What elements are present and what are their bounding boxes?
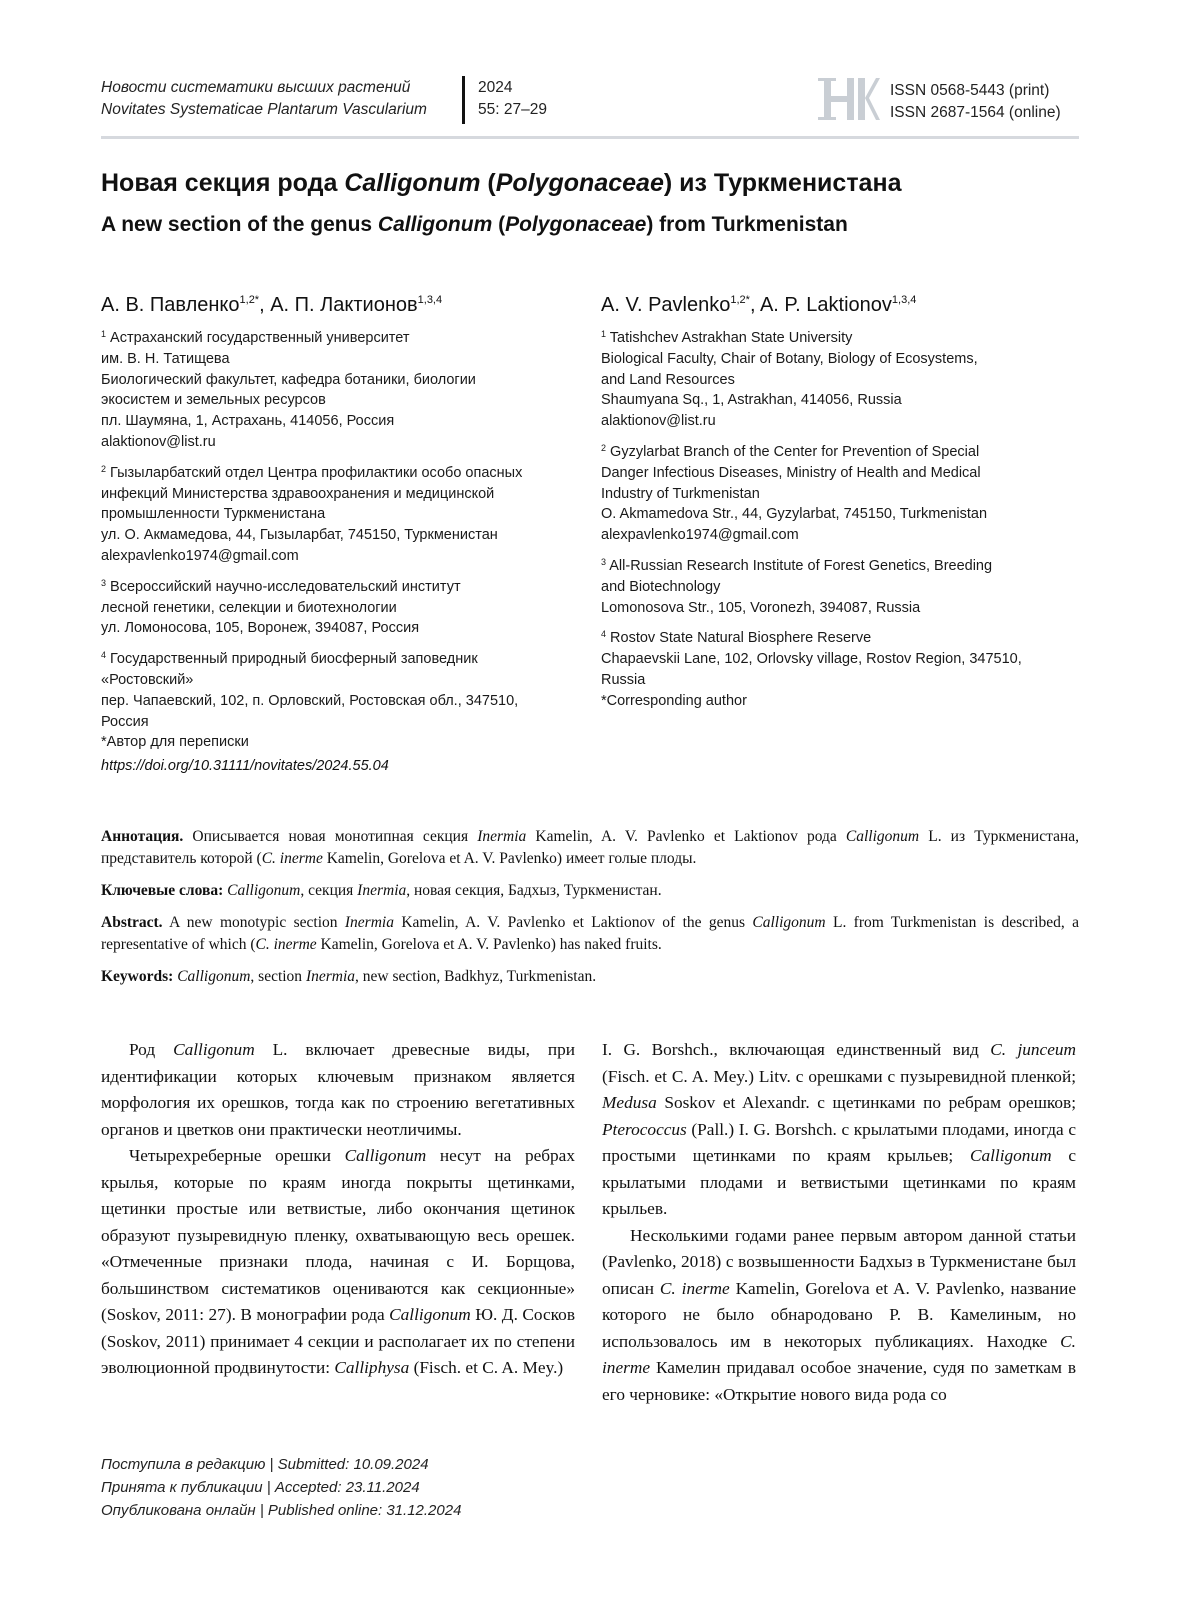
keywords-ru: Ключевые слова: Calligonum, секция Inermia, новая секция, Бадхыз, Туркменистан. [101, 882, 662, 899]
header-divider [462, 76, 465, 124]
affiliation-block: $^1$ Астраханский государственный университет им. В. Н. Татищева Биологический факультет, кафедра ботаники, биологии экосистем и земельных ресурсов пл. Шаумяна, 1, Астрахань, 414056, Россия alaktionov@list.ru [101, 324, 581, 453]
body-column-left [101, 1037, 575, 1382]
issn-block [890, 80, 1080, 124]
affiliation-block: $^4$ Rostov State Natural Biosphere Reserve Chapaevskii Lane, 102, Orlovsky village, Rostov Region, 347510, Russia *Corresponding author [601, 624, 1081, 711]
doi-link[interactable]: https://doi.org/10.31111/novitates/2024.55.04 [101, 758, 389, 774]
affiliation-block: $^3$ All-Russian Research Institute of Forest Genetics, Breeding and Biotechnology Lomonosova Str., 105, Voronezh, 394087, Russia [601, 556, 993, 616]
title-en: A new section of the genus Calligonum (Polygonaceae) from Turkmenistan [101, 213, 848, 236]
journal-name [101, 77, 451, 121]
issue-year: 2024 [478, 79, 513, 96]
keywords-en: Keywords: Calligonum, section Inermia, new section, Badkhyz, Turkmenistan. [101, 968, 597, 985]
email-link[interactable]: alaktionov@list.ru [601, 413, 716, 430]
email-link[interactable]: alexpavlenko1974@gmail.com [601, 527, 799, 544]
issue-info [478, 77, 547, 121]
body-paragraph: I. G. Borshch., включающая единственный вид C. junceum (Fisch. et C. A. Mey.) Litv. с орешками с пузыревидной пленкой; Medusa Soskov et Alexandr. с щетинками по ребрам орешков; Pterococcus (Pall.) I. G. Borshch. с крылатыми плодами, иногда с простыми щетинками по краям крыльев; Calligonum с крылатыми плодами и ветвистыми щетинками по краям крыльев. [602, 1040, 1076, 1218]
body-paragraph: Четырехреберные орешки Calligonum несут на ребрах крылья, которые по краям иногда покрыты щетинками, щетинки простые или ветвистые, либо окончания щетинок образуют пузыревидную пленку, охватывающую весь орешек. «Отмеченные признаки плода, начиная с И. Борщова, большинством систематиков оцениваются как секционные» (Soskov, 2011: 27). В монографии рода Calligonum Ю. Д. Сосков (Soskov, 2011) принимает 4 секции и располагает их по степени эволюционной продвинутости: Calliphysa (Fisch. et C. A. Mey.) [101, 1146, 575, 1377]
email-link[interactable]: alaktionov@list.ru [101, 433, 216, 450]
authors-en: A. V. Pavlenko$^{1,2*}$, A. P. Laktionov$^{1,3,4}$ [601, 294, 917, 316]
affiliation-block: $^1$ Tatishchev Astrakhan State University Biological Faculty, Chair of Botany, Biology of Ecosystems, and Land Resources Shaumyana Sq., 1, Astrakhan, 414056, Russia alaktionov@list.ru [601, 324, 1081, 432]
issn-online: ISSN 2687-1564 (online) [890, 104, 1061, 121]
affiliations-en [601, 324, 1081, 712]
journal-name-en: Novitates Systematicae Plantarum Vascularium [101, 101, 427, 118]
body-paragraph: Несколькими годами ранее первым автором данной статьи (Pavlenko, 2018) с возвышенности Бадхыз в Туркменистане был описан C. inerme Kamelin, Gorelova et A. V. Pavlenko, название которого не было обнародовано Р. В. Камелиным, но использовалось им в некоторых публикациях. Находке C. inerme Камелин придавал особое значение, судя по заметкам в его черновике: «Открытие нового вида рода со [602, 1225, 1076, 1404]
corresponding-note: *Автор для переписки [101, 734, 249, 751]
affiliation-block: $^2$ Гызыларбатский отдел Центра профилактики особо опасных инфекций Министерства здравоохранения и медицинской промышленности Туркменистана ул. О. Акмамедова, 44, Гызыларбат, 745150, Туркменистан alexpavlenko1974@gmail.com [101, 459, 581, 567]
email-link[interactable]: alexpavlenko1974@gmail.com [101, 547, 299, 564]
abstract-en: Abstract. A new monotypic section Inermia Kamelin, A. V. Pavlenko et Laktionov of the genus Calligonum L. from Turkmenistan is described, a representative of which (C. inerme Kamelin, Gorelova et A. V. Pavlenko) has naked fruits. [101, 914, 1079, 953]
journal-name-ru: Новости систематики высших растений [101, 79, 411, 96]
body-column-right [602, 1037, 1076, 1408]
header-rule [101, 136, 1079, 139]
corresponding-note: *Corresponding author [601, 692, 747, 709]
title-ru: Новая секция рода Calligonum (Polygonaceae) из Туркменистана [101, 169, 902, 197]
affiliation-block: $^4$ Государственный природный биосферный заповедник «Ростовский» пер. Чапаевский, 102, п. Орловский, Ростовская обл., 347510, Россия *Автор для переписки [101, 645, 581, 753]
affiliations-ru [101, 324, 581, 753]
body-paragraph: Род Calligonum L. включает древесные виды, при идентификации которых ключевым признаком является морфология их орешков, тогда как по строению вегетативных органов и цветков они практически неотличимы. [101, 1040, 575, 1139]
issn-print: ISSN 0568-5443 (print) [890, 82, 1050, 99]
authors-ru: А. В. Павленко$^{1,2*}$, А. П. Лактионов$^{1,3,4}$ [101, 294, 443, 316]
annotation-ru: Аннотация. Описывается новая монотипная секция Inermia Kamelin, A. V. Pavlenko et Laktionov рода Calligonum L. из Туркменистана, представитель которой (C. inerme Kamelin, Gorelova et A. V. Pavlenko) имеет голые плоды. [101, 828, 1079, 867]
published-date: Опубликована онлайн | Published online: 31.12.2024 [101, 1502, 462, 1519]
issue-volume-pages: 55: 27–29 [478, 101, 547, 118]
affiliation-block: $^3$ Всероссийский научно-исследовательский институт лесной генетики, селекции и биотехнологии ул. Ломоносова, 105, Воронеж, 394087, Россия [101, 577, 461, 637]
journal-logo-icon [818, 74, 880, 124]
submitted-date: Поступила в редакцию | Submitted: 10.09.2024 [101, 1456, 429, 1473]
publication-dates [101, 1453, 461, 1522]
affiliation-block: $^2$ Gyzylarbat Branch of the Center for Prevention of Special Danger Infectious Diseases, Ministry of Health and Medical Industry of Turkmenistan O. Akmamedova Str., 44, Gyzylarbat, 745150, Turkmenistan alexpavlenko1974@gmail.com [601, 438, 1081, 546]
accepted-date: Принята к публикации | Accepted: 23.11.2024 [101, 1479, 420, 1496]
